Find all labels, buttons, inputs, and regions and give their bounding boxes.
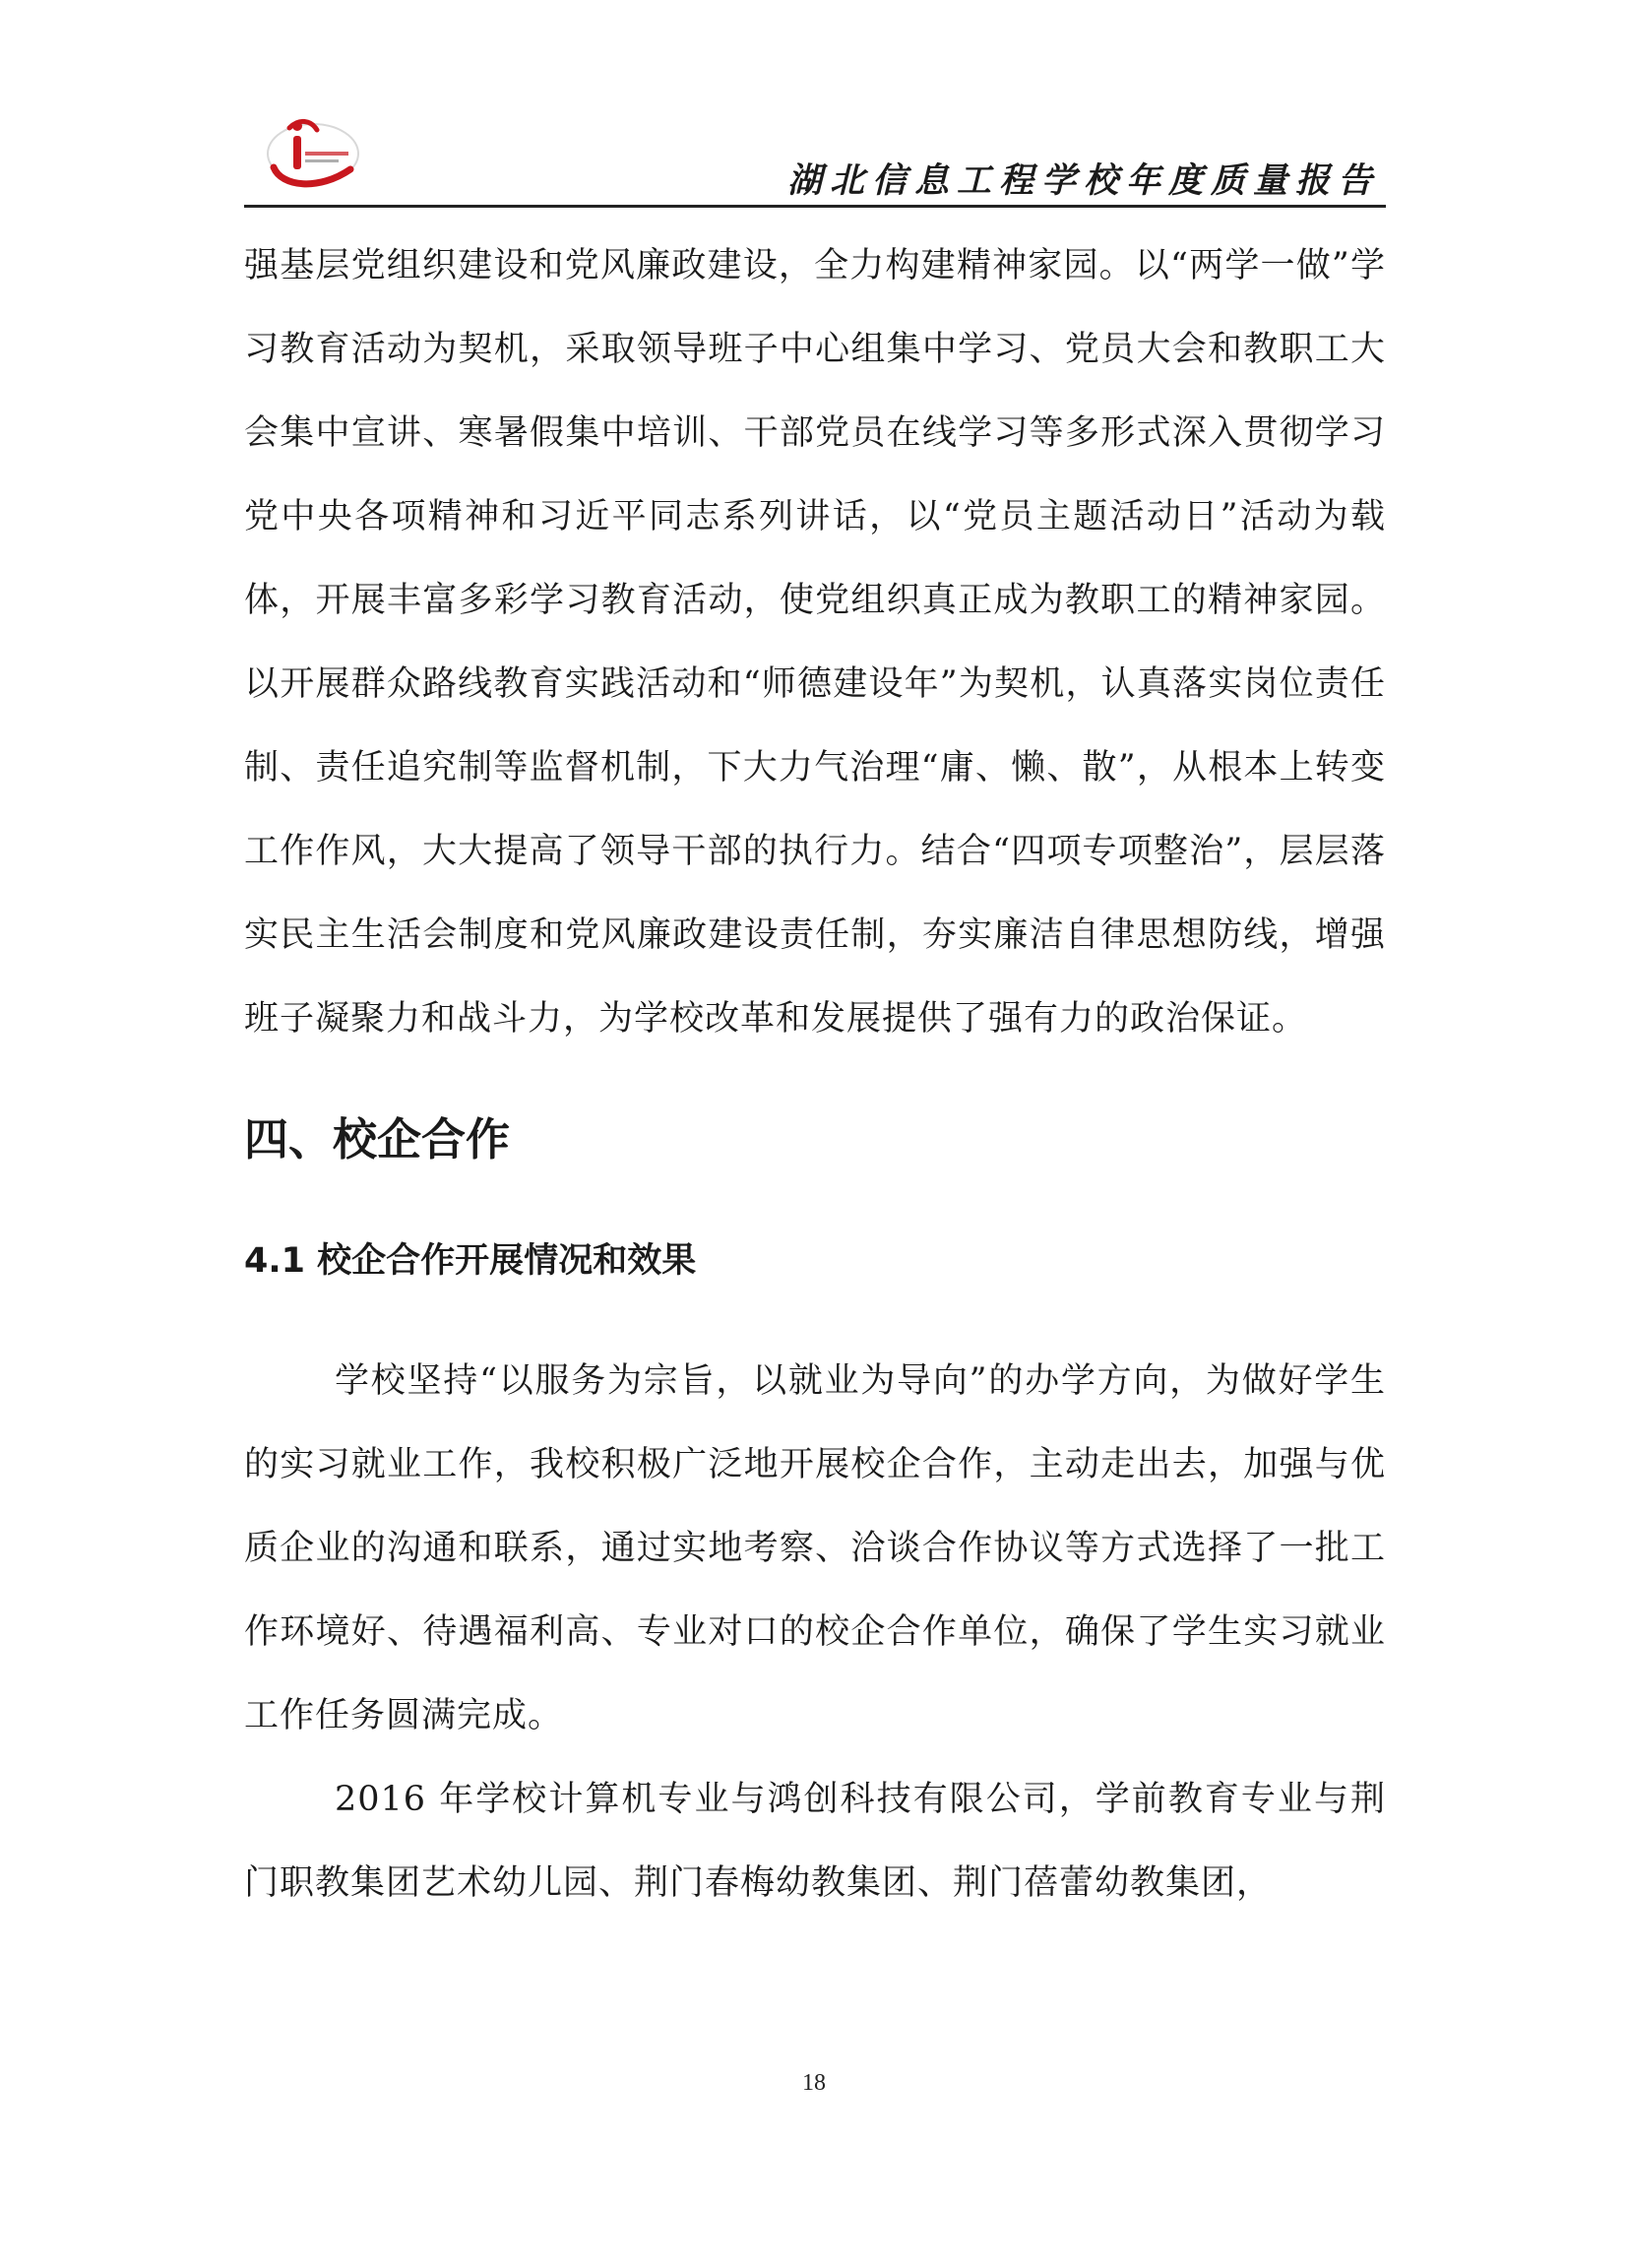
page-header [244,108,1386,207]
school-logo-icon [260,108,368,197]
school-logo [260,108,368,197]
subsection-heading: 4.1 校企合作开展情况和效果 [244,1241,697,1281]
document-body [244,224,1386,1925]
header-title: 湖北信息工程学校年度质量报告 [786,161,1380,201]
page-number: 18 [802,2070,826,2096]
body-paragraph: 学校坚持“以服务为宗旨，以就业为导向”的办学方向，为做好学生的实习就业工作，我校积极广泛地开展校企合作，主动走出去，加强与优质企业的沟通和联系，通过实地考察、洽谈合作协议等方式选择了一批工作环境好、待遇福利高、专业对口的校企合作单位，确保了学生实习就业工作任务圆满完成。 [244,1361,1386,1735]
body-paragraph: 2016 年学校计算机专业与鸿创科技有限公司，学前教育专业与荆门职教集团艺术幼儿园、荆门春梅幼教集团、荆门蓓蕾幼教集团， [244,1780,1386,1903]
body-paragraph: 强基层党组织建设和党风廉政建设，全力构建精神家园。以“两学一做”学习教育活动为契机，采取领导班子中心组集中学习、党员大会和教职工大会集中宣讲、寒暑假集中培训、干部党员在线学习等多形式深入贯彻学习党中央各项精神和习近平同志系列讲话，以“党员主题活动日”活动为载体，开展丰富多彩学习教育活动，使党组织真正成为教职工的精神家园。以开展群众路线教育实践活动和“师德建设年”为契机，认真落实岗位责任制、责任追究制等监督机制，下大力气治理“庸、懒、散”，从根本上转变工作作风，大大提高了领导干部的执行力。结合“四项专项整治”，层层落实民主生活会制度和党风廉政建设责任制，夯实廉洁自律思想防线，增强班子凝聚力和战斗力，为学校改革和发展提供了强有力的政治保证。 [244,246,1386,1039]
section-heading: 四、校企合作 [244,1113,511,1166]
header-divider [244,205,1386,208]
